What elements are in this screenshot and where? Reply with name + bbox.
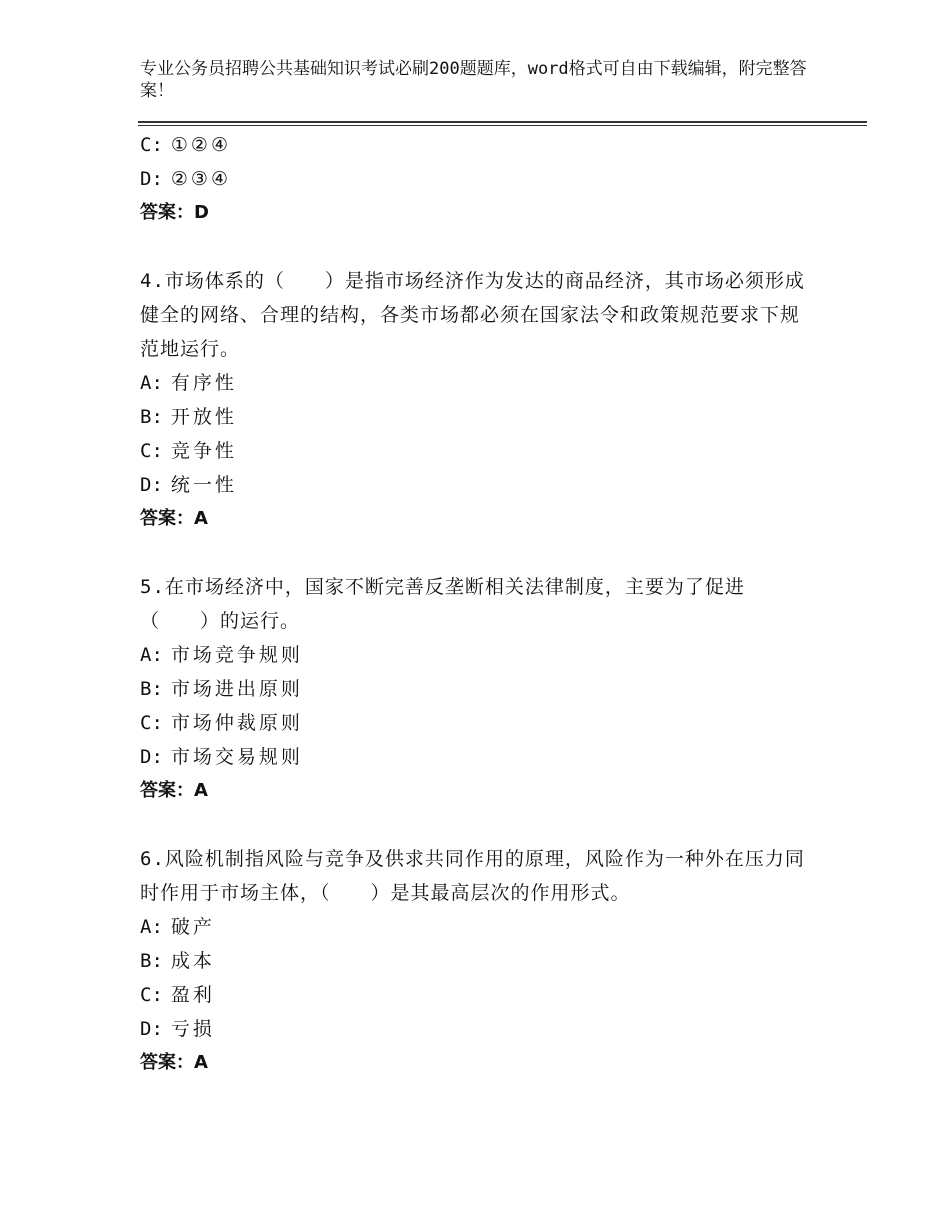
option-text: 破产	[170, 916, 215, 938]
option-text: 开放性	[170, 406, 237, 428]
option-letter: C:	[140, 984, 163, 1006]
option-b	[140, 672, 810, 706]
option-letter: B:	[140, 950, 163, 972]
answer-line: 答案：A	[140, 780, 208, 801]
answer-line: 答案：A	[140, 508, 208, 529]
answer-line: 答案：D	[140, 202, 209, 223]
option-c	[140, 978, 810, 1012]
option-d	[140, 468, 810, 502]
question-5	[140, 570, 810, 808]
spacer	[140, 536, 810, 570]
option-letter: B:	[140, 678, 163, 700]
option-letter: C:	[140, 134, 163, 156]
option-text: 市场仲裁原则	[170, 712, 303, 734]
option-text: 有序性	[170, 372, 237, 394]
option-c	[140, 434, 810, 468]
option-letter: D:	[140, 474, 163, 496]
option-d	[140, 1012, 810, 1046]
question-text: 4.市场体系的（ ）是指市场经济作为发达的商品经济，其市场必须形成健全的网络、合理的结构，各类市场都必须在国家法令和政策规范要求下规范地运行。	[140, 270, 805, 360]
option-text: 亏损	[170, 1018, 215, 1040]
option-d	[140, 162, 810, 196]
option-letter: A:	[140, 644, 163, 666]
option-c	[140, 706, 810, 740]
option-letter: D:	[140, 746, 163, 768]
question-6	[140, 842, 810, 1080]
option-d	[140, 740, 810, 774]
question-list	[140, 128, 810, 1080]
option-text: 成本	[170, 950, 215, 972]
option-a	[140, 638, 810, 672]
question-text: 6.风险机制指风险与竞争及供求共同作用的原理，风险作为一种外在压力同时作用于市场主体，（ ）是其最高层次的作用形式。	[140, 848, 805, 904]
option-b	[140, 944, 810, 978]
option-letter: A:	[140, 372, 163, 394]
header-divider	[138, 121, 867, 126]
option-text: ②③④	[170, 168, 231, 190]
option-text: 市场交易规则	[170, 746, 303, 768]
option-text: 竞争性	[170, 440, 237, 462]
option-b	[140, 400, 810, 434]
option-letter: B:	[140, 406, 163, 428]
page-header: 专业公务员招聘公共基础知识考试必刷200题题库，word格式可自由下载编辑，附完整答案！	[140, 59, 807, 101]
option-text: 盈利	[170, 984, 215, 1006]
option-text: 统一性	[170, 474, 237, 496]
continued-question	[140, 128, 810, 230]
option-a	[140, 366, 810, 400]
option-text: ①②④	[170, 134, 231, 156]
option-a	[140, 910, 810, 944]
option-letter: D:	[140, 1018, 163, 1040]
option-letter: C:	[140, 440, 163, 462]
option-c	[140, 128, 810, 162]
spacer	[140, 230, 810, 264]
option-text: 市场进出原则	[170, 678, 303, 700]
option-letter: A:	[140, 916, 163, 938]
question-text: 5.在市场经济中，国家不断完善反垄断相关法律制度，主要为了促进（ ）的运行。	[140, 576, 745, 632]
option-text: 市场竞争规则	[170, 644, 303, 666]
option-letter: D:	[140, 168, 163, 190]
spacer	[140, 808, 810, 842]
option-letter: C:	[140, 712, 163, 734]
question-4	[140, 264, 810, 536]
answer-line: 答案：A	[140, 1052, 208, 1073]
